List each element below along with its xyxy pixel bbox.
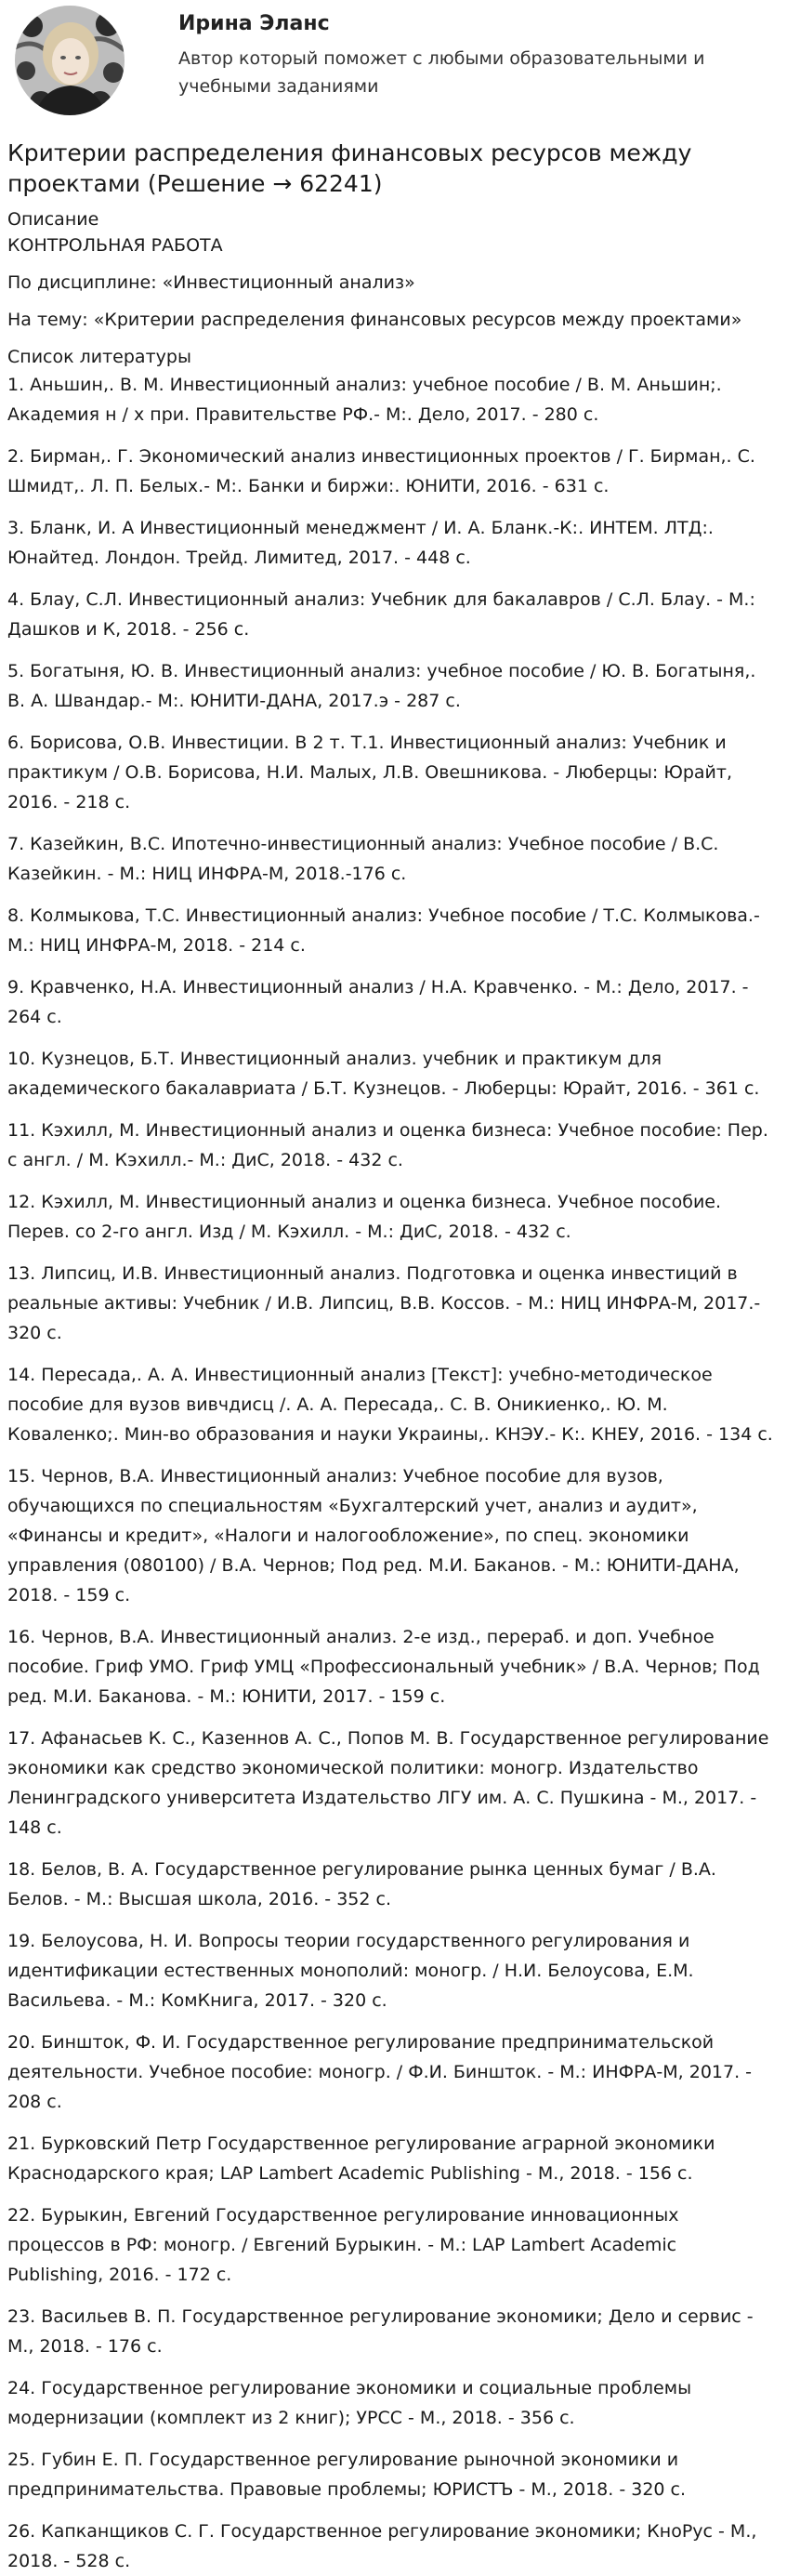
references-list: [7, 370, 774, 2576]
author-avatar[interactable]: [15, 6, 125, 115]
reference-item: 22. Бурыкин, Евгений Государственное регулирование инновационных процессов в РФ: моногр. / Евгений Бурыкин. - М.: LAP Lambert Academic Publishing, 2016. - 172 с.: [7, 2205, 679, 2285]
author-name[interactable]: Ирина Эланс: [178, 12, 330, 35]
reference-item: 12. Кэхилл, М. Инвестиционный анализ и оценка бизнеса. Учебное пособие. Перев. со 2-го англ. Изд / М. Кэхилл. - М.: ДиС, 2018. - 432 с.: [7, 1192, 722, 1242]
reference-item: 11. Кэхилл, М. Инвестиционный анализ и оценка бизнеса: Учебное пособие: Пер. с англ. / М. Кэхилл.- М.: ДиС, 2018. - 432 с.: [7, 1120, 768, 1170]
reference-item: 7. Казейкин, В.С. Ипотечно-инвестиционный анализ: Учебное пособие / В.С. Казейкин. - М.: НИЦ ИНФРА-М, 2018.-176 с.: [7, 834, 719, 884]
reference-item: 15. Чернов, В.А. Инвестиционный анализ: Учебное пособие для вузов, обучающихся по специальностям «Бухгалтерский учет, анализ и аудит», «Финансы и кредит», «Налоги и налогообложение», по спец. экономики управления (080100) / В.А. Чернов; Под ред. М.И. Баканов. - М.: ЮНИТИ-ДАНА, 2018. - 159 с.: [7, 1466, 740, 1605]
reference-item: 13. Липсиц, И.В. Инвестиционный анализ. Подготовка и оценка инвестиций в реальные активы: Учебник / И.В. Липсиц, В.В. Коссов. - М.: НИЦ ИНФРА-М, 2017.- 320 с.: [7, 1263, 761, 1343]
author-description: Автор который поможет с любыми образовательными и учебными заданиями: [178, 48, 705, 97]
reference-item: 26. Капканщиков С. Г. Государственное регулирование экономики; КноРус - М., 2018. - 528 с.: [7, 2521, 757, 2571]
reference-item: 6. Борисова, О.В. Инвестиции. В 2 т. Т.1. Инвестиционный анализ: Учебник и практикум / О.В. Борисова, Н.И. Малых, Л.В. Овешникова. - Люберцы: Юрайт, 2016. - 218 с.: [7, 733, 732, 812]
work-type: КОНТРОЛЬНАЯ РАБОТА: [7, 235, 223, 256]
reference-item: 21. Бурковский Петр Государственное регулирование аграрной экономики Краснодарского края; LAP Lambert Academic Publishing - М., 2018. - 156 с.: [7, 2133, 715, 2184]
page-title: Критерии распределения финансовых ресурсов между проектами (Решение → 62241): [7, 139, 692, 197]
reference-item: 2. Бирман,. Г. Экономический анализ инвестиционных проектов / Г. Бирман,. С. Шмидт,. Л. П. Белых.- М:. Банки и биржи:. ЮНИТИ, 2016. - 631 с.: [7, 446, 755, 496]
reference-item: 20. Биншток, Ф. И. Государственное регулирование предпринимательской деятельности. Учебное пособие: моногр. / Ф.И. Биншток. - М.: ИНФРА-М, 2017. - 208 с.: [7, 2032, 753, 2112]
reference-item: 10. Кузнецов, Б.Т. Инвестиционный анализ. учебник и практикум для академического бакалавриата / Б.Т. Кузнецов. - Люберцы: Юрайт, 2016. - 361 с.: [7, 1049, 760, 1099]
reference-item: 8. Колмыкова, Т.С. Инвестиционный анализ: Учебное пособие / Т.С. Колмыкова.- М.: НИЦ ИНФРА-М, 2018. - 214 с.: [7, 905, 760, 956]
reference-item: 19. Белоусова, Н. И. Вопросы теории государственного регулирования и идентификации естественных монополий: моногр. / Н.И. Белоусова, Е.М. Васильева. - М.: КомКнига, 2017. - 320 с.: [7, 1931, 694, 2011]
reference-item: 1. Аньшин,. В. М. Инвестиционный анализ: учебное пособие / В. М. Аньшин;. Академия н / х при. Правительстве РФ.- М:. Дело, 2017. - 280 с.: [7, 375, 722, 425]
reference-item: 25. Губин Е. П. Государственное регулирование рыночной экономики и предпринимательства. Правовые проблемы; ЮРИСТЪ - М., 2018. - 320 с.: [7, 2450, 687, 2500]
reference-item: 18. Белов, В. А. Государственное регулирование рынка ценных бумаг / В.А. Белов. - М.: Высшая школа, 2016. - 352 с.: [7, 1859, 716, 1909]
reference-item: 3. Бланк, И. А Инвестиционный менеджмент / И. А. Бланк.-К:. ИНТЕМ. ЛТД:. Юнайтед. Лондон. Трейд. Лимитед, 2017. - 448 с.: [7, 518, 714, 568]
reference-item: 23. Васильев В. П. Государственное регулирование экономики; Дело и сервис - М., 2018. - 176 с.: [7, 2306, 754, 2357]
reference-item: 5. Богатыня, Ю. В. Инвестиционный анализ: учебное пособие / Ю. В. Богатыня,. В. А. Швандар.- М:. ЮНИТИ-ДАНА, 2017.э - 287 с.: [7, 661, 756, 711]
description-label: Описание: [7, 209, 99, 230]
reference-item: 14. Пересада,. А. А. Инвестиционный анализ [Текст]: учебно-методическое пособие для вузов вивчдисц /. А. А. Пересада,. С. В. Оникиенко,. Ю. М. Коваленко;. Мин-во образования и науки Украины,. КНЭУ.- К:. КНЕУ, 2016. - 134 с.: [7, 1365, 773, 1445]
topic: На тему: «Критерии распределения финансовых ресурсов между проектами»: [7, 310, 742, 330]
reference-item: 4. Блау, С.Л. Инвестиционный анализ: Учебник для бакалавров / С.Л. Блау. - М.: Дашков и К, 2018. - 256 с.: [7, 589, 755, 640]
reference-item: 9. Кравченко, Н.А. Инвестиционный анализ / Н.А. Кравченко. - М.: Дело, 2017. - 264 с.: [7, 977, 749, 1027]
avatar-photo-icon: [15, 6, 125, 115]
discipline: По дисциплине: «Инвестиционный анализ»: [7, 272, 415, 293]
reference-item: 24. Государственное регулирование экономики и социальные проблемы модернизации (комплект из 2 книг); УРСС - М., 2018. - 356 с.: [7, 2378, 692, 2428]
references-label: Список литературы: [7, 347, 191, 367]
reference-item: 16. Чернов, В.А. Инвестиционный анализ. 2-е изд., перераб. и доп. Учебное пособие. Гриф УМО. Гриф УМЦ «Профессиональный учебник» / В.А. Чернов; Под ред. М.И. Баканова. - М.: ЮНИТИ, 2017. - 159 с.: [7, 1627, 760, 1707]
reference-item: 17. Афанасьев К. С., Казеннов А. С., Попов М. В. Государственное регулирование экономики как средство экономической политики: моногр. Издательство Ленинградского университета Издательство ЛГУ им. А. С. Пушкина - М., 2017. - 148 с.: [7, 1728, 769, 1838]
author-card: [7, 0, 780, 121]
